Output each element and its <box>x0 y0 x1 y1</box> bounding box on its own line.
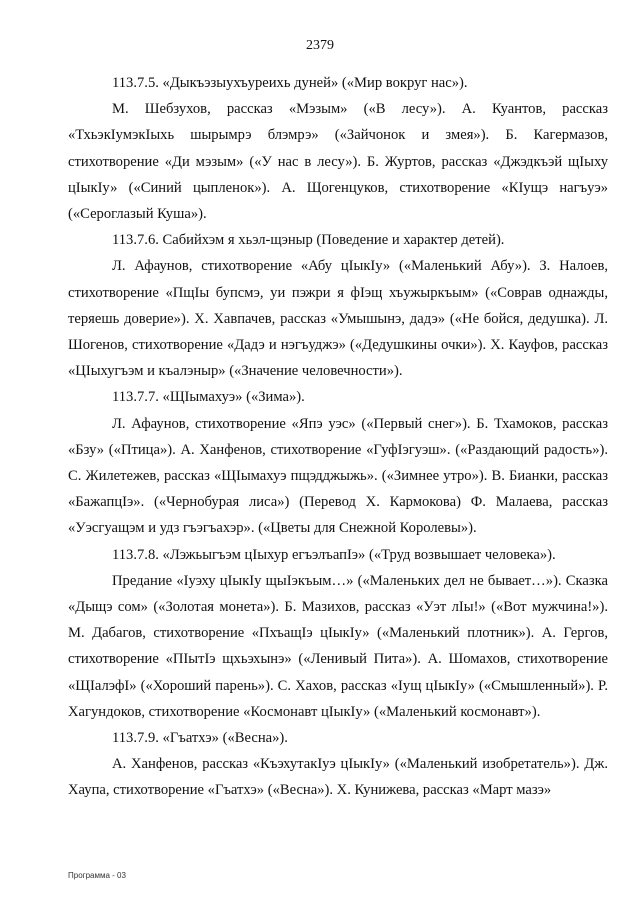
section-heading-4: 113.7.8. «Лэжьыгъэм цIыхур егъэлъапIэ» («Труд возвышает человека»). <box>112 546 556 563</box>
section-heading-2: 113.7.6. Сабийхэм я хьэл-щэныр (Поведение и характер детей). <box>112 232 505 249</box>
page-number: 2379 <box>306 38 334 53</box>
document-body <box>68 70 608 804</box>
section-body-3: Л. Афаунов, стихотворение «Япэ уэс» («Первый снег»). Б. Тхамоков, рассказ «Бзу» («Птица»). А. Ханфенов, стихотворение «ГуфIэгуэш». («Раздающий радость»). С. Жилетежев, рассказ «ЩIымахуэ пщэдджыжь». («Зимнее утро»). В. Бианки, рассказ «БажапцIэ». («Чернобурая лиса») (Перевод Х. Кармокова) Ф. Малаева, рассказ «Уэсгуащэм и удз гъэгъахэр». («Цветы для Снежной Королевы»). <box>68 415 608 537</box>
section-heading-5: 113.7.9. «Гъатхэ» («Весна»). <box>112 730 288 747</box>
section-body-4: Предание «Iуэху цIыкIу щыIэкъым…» («Маленьких дел не бывает…»). Сказка «Дыщэ сом» («Золотая монета»). Б. Мазихов, рассказ «Уэт лIы!» («Вот мужчина!»). М. Дабагов, стихотворение «ПхъащIэ цIыкIу» («Маленький плотник»). А. Гергов, стихотворение «ПIытIэ щхьэхынэ» («Ленивый Пита»). А. Шомахов, стихотворение «ЩIалэфI» («Хороший парень»). С. Хахов, рассказ «Iущ цIыкIу» («Смышленный»). Р. Хагундоков, стихотворение «Космонавт цIыкIу» («Маленький космонавт»). <box>68 572 608 720</box>
section-heading-3: 113.7.7. «ЩIымахуэ» («Зима»). <box>112 389 305 406</box>
section-body-1: М. Шебзухов, рассказ «Мэзым» («В лесу»). А. Куантов, рассказ «ТхьэкIумэкIыхь шырымрэ блэмрэ» («Зайчонок и змея»). Б. Кагермазов, стихотворение «Ди мэзым» («У нас в лесу»). Б. Журтов, рассказ «Джэдкъэй щIыху цIыкIу» («Синий цыпленок»). А. Щогенцуков, стихотворение «КIущэ нагъуэ» («Сероглазый Куша»). <box>68 101 608 223</box>
footer-program-label: Программа - 03 <box>68 871 126 880</box>
section-body-2: Л. Афаунов, стихотворение «Абу цIыкIу» («Маленький Абу»). З. Налоев, стихотворение «ПщIы бупсмэ, уи пэжри я фIэщ хъужыркъым» («Соврав однажды, теряешь доверие»). Х. Хавпачев, рассказ «Умышынэ, дадэ» («Не бойся, дедушка). Л. Шогенов, стихотворение «Дадэ и нэгъуджэ» («Дедушкины очки»). Х. Кауфов, рассказ «ЦIыхугъэм и къалэныр» («Значение человечности»). <box>68 258 608 380</box>
section-body-5: А. Ханфенов, рассказ «КъэхутакIуэ цIыкIу» («Маленький изобретатель»). Дж. Хаупа, стихотворение «Гъатхэ» («Весна»). Х. Кунижева, рассказ «Март мазэ» <box>68 756 608 799</box>
section-heading-1: 113.7.5. «Дыкъэзыухъуреихь дуней» («Мир вокруг нас»). <box>112 75 468 91</box>
